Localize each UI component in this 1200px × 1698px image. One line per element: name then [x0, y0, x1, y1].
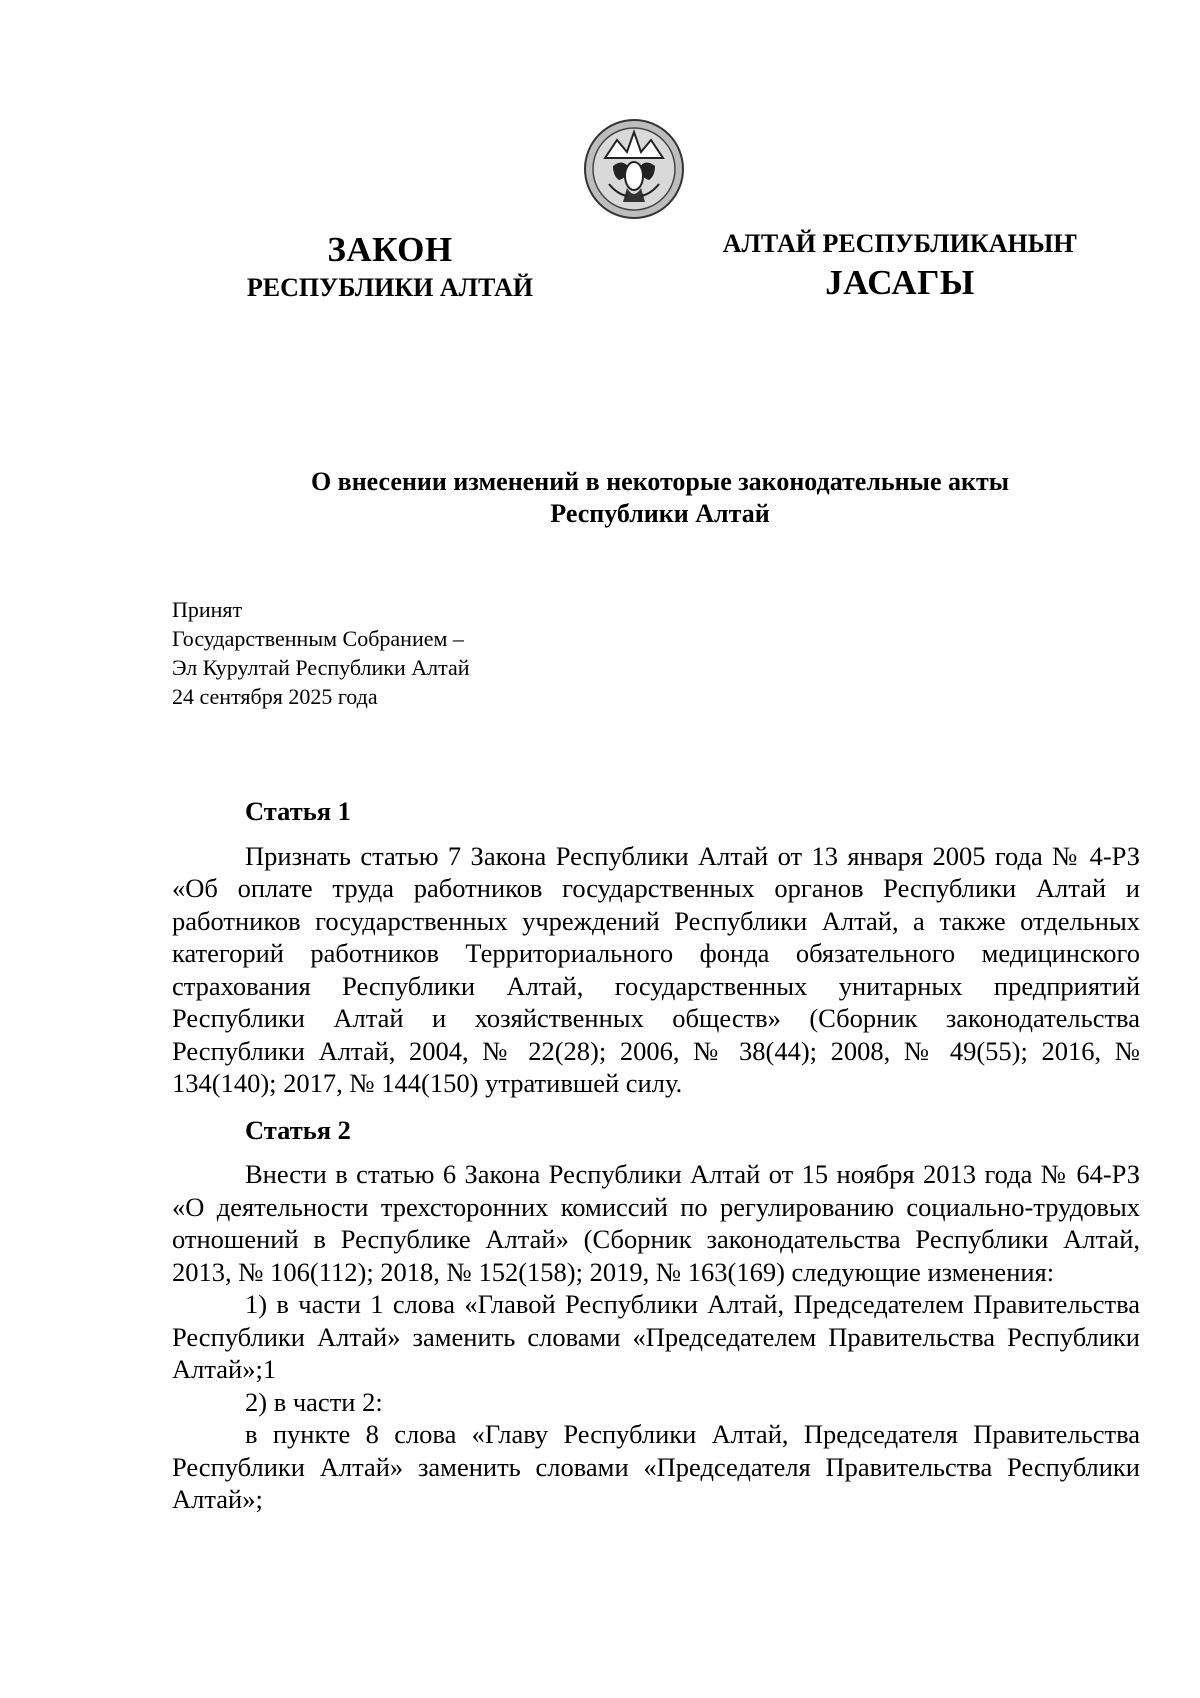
header-left-line1: ЗАКОН [327, 230, 453, 269]
adopted-line4: 24 сентября 2025 года [172, 684, 378, 710]
adopted-line3: Эл Курултай Республики Алтай [172, 655, 470, 681]
adopted-line2: Государственным Собранием – [172, 626, 464, 652]
adopted-line1: Принят [172, 597, 243, 622]
coat-of-arms-emblem [583, 118, 685, 220]
article-2 [172, 1114, 1140, 1516]
document-body [172, 795, 1140, 1516]
article-2-paragraph-1: Внести в статью 6 Закона Республики Алтай от 15 ноября 2013 года № 64-РЗ «О деятельности трехсторонних комиссий по регулированию социально-трудовых отношений в Республике Алтай» (Сборник законодательства Республики Алтай, 2013, № 106(112); 2018, № 152(158); 2019, № 163(169) следующие изменения: [172, 1159, 1140, 1287]
header-left-line2: РЕСПУБЛИКИ АЛТАЙ [246, 272, 534, 302]
article-2-heading: Статья 2 [245, 1114, 351, 1145]
article-1-heading: Статья 1 [245, 796, 351, 826]
adoption-info [172, 595, 470, 711]
article-2-paragraph-4: в пункте 8 слова «Главу Республики Алтай, Председателя Правительства Республики Алтай» заменить словами «Председателя Правительства Республики Алтай»; [172, 1419, 1140, 1514]
article-1-paragraph: Признать статью 7 Закона Республики Алтай от 13 января 2005 года № 4-РЗ «Об оплате труда работников государственных органов Республики Алтай и работников государственных учреждений Республики Алтай, а также отдельных категорий работников Территориального фонда обязательного медицинского страхования Республики Алтай, государственных унитарных предприятий Республики Алтай и хозяйственных обществ» (Сборник законодательства Республики Алтай, 2004, № 22(28); 2006, № 38(44); 2008, № 49(55); 2016, № 134(140); 2017, № 144(150) утратившей силу. [172, 840, 1140, 1098]
header-altai [690, 228, 1110, 304]
title-line2: Республики Алтай [550, 498, 770, 528]
emblem-seal-icon [583, 118, 685, 220]
article-2-paragraph-2: 1) в части 1 слова «Главой Республики Алтай, Председателем Правительства Республики Алтай» заменить словами «Председателем Правительства Республики Алтай»;1 [172, 1289, 1140, 1384]
header-russian [190, 228, 590, 304]
title-line1: О внесении изменений в некоторые законодательные акты [310, 467, 1010, 496]
header-right-line1: АЛТАЙ РЕСПУБЛИКАНЫҤ [722, 229, 1078, 258]
document-title [120, 466, 1200, 529]
header-right-line2: ЈАСАГЫ [825, 262, 975, 302]
article-1 [172, 795, 1140, 1100]
article-2-paragraph-3: 2) в части 2: [245, 1386, 383, 1417]
